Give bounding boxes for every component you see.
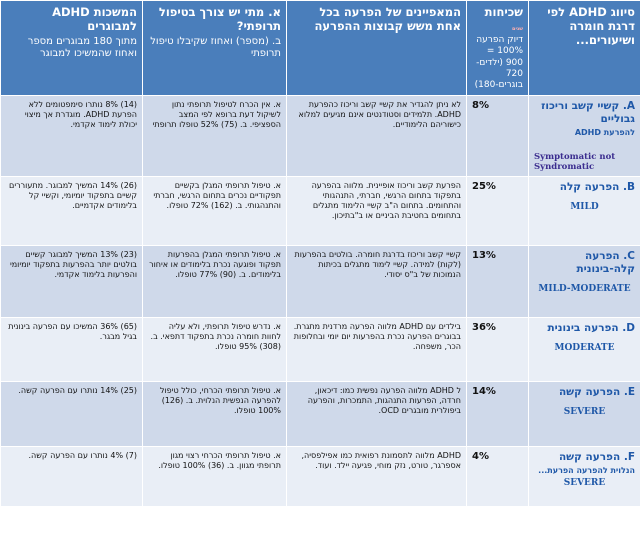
category-cell <box>529 177 640 246</box>
header-characteristics <box>287 1 467 96</box>
category-hebrew: B. הפרעה קלה <box>559 181 635 194</box>
prevalence-cell: 8% <box>467 96 529 177</box>
treatment-cell: א. טיפול תרופתי הכרחי, כולל טיפול להפרעה הנפשית הנלוית. ב. (126) 100% טופלו. <box>143 382 287 447</box>
prevalence-cell: 25% <box>467 177 529 246</box>
adult-cell: (14) 8% נותרו סימפטומים ללא הפרעת ADHD. מוגדרת אך מיצוי יכולת לימוד אקדמי. <box>1 96 143 177</box>
category-hebrew: D. הפרעה בינונית <box>547 322 635 335</box>
header-prevalence-sup: שנים <box>511 26 523 33</box>
category-english: MILD <box>570 202 599 213</box>
category-cell <box>529 447 640 507</box>
treatment-cell: א. טיפול תרופתי המגלן בקשיים תפקודיים נכרים בתחום הרגשי, חברתי והתנהגותי. ב. (162) 72% טופלו. <box>143 177 287 246</box>
category-english: SEVERE <box>563 477 606 488</box>
prevalence-cell: 13% <box>467 246 529 318</box>
category-hebrew-2: להפרעת ADHD <box>574 127 635 137</box>
characteristics-cell: לא ניתן להגדיר את קשיי קשב וריכוז כהפרעת ADHD. תלמידים וסטודנטים אינם מגיעים למלוא כישוריהם הלימודיים. <box>287 96 467 177</box>
adult-cell: (7) 4% נותרו עם הפרעה קשה. <box>1 447 143 507</box>
table-row <box>1 318 640 382</box>
header-adult-sub: מתוך 180 מבוגרים מספר ואחוז שהמשיכו למבוגר <box>27 36 137 60</box>
prevalence-cell: 14% <box>467 382 529 447</box>
adult-cell: (65) 36% המשיכו עם הפרעה בינונית בגיל מבגר. <box>1 318 143 382</box>
treatment-cell: א. אין הכרח לטיפול תרופתי נתון לשיקול דעת ברופא לפי המצב הספציפי. ב. (75) 52% טופלו תרופתי <box>143 96 287 177</box>
prevalence-cell: 4% <box>467 447 529 507</box>
category-english: SEVERE <box>563 407 606 418</box>
prevalence-cell: 36% <box>467 318 529 382</box>
category-hebrew: F. הפרעה קשה <box>558 451 635 464</box>
characteristics-cell: קשיי קשב וריכוז בדרגת חומרה. בולטים בהפרעות (לקות) למידה. קשיי לימוד מתגלים בכיתות הנמוכות של ב"ס יסודי. <box>287 246 467 318</box>
category-cell <box>529 382 640 447</box>
treatment-cell: א. נדרש טיפול תרופתי, ולא עליה לחוות חומרה נכרת בתפקוד דתפאי. ב. (308) 95% טופלו. <box>143 318 287 382</box>
treatment-cell: א. טיפול תרופתי הכרחי רצוי מגון תרופתי מגוון. ב. (36) 100% טופלו. <box>143 447 287 507</box>
adult-cell: (23) 13% המשיך למבוגר קשיים בולטים יותר בהפרעות בתפקוד יומיומי והפרעות בלימוד אקדמי. <box>1 246 143 318</box>
category-hebrew: C. הפרעה קלה-בינונית <box>576 250 635 276</box>
category-english: MODERATE <box>554 343 615 354</box>
table-row <box>1 447 640 507</box>
category-hebrew-2: הנלוית להפרעה הפרעת... <box>538 466 635 476</box>
header-classification-text: סיווג ADHD לפי דרגת חומרה ושיעורים... <box>547 5 635 48</box>
category-hebrew: A. קשיי קשב וריכוז גבוליים <box>541 100 635 126</box>
header-classification <box>529 1 640 96</box>
category-english: Symptomatic not Syndromatic <box>534 151 616 172</box>
characteristics-cell: ADHD מלווה לתסמונת רפואית כמו אפילפסיה, אספרגר, טורט, נזק מוחי, פגיעה יילד. ועוד. <box>287 447 467 507</box>
header-adult <box>1 1 143 96</box>
header-characteristics-text: המאפיינים של הפרעה בכל אחת משש קבוצות ההפרעה <box>314 5 461 34</box>
category-cell <box>529 96 640 177</box>
characteristics-cell: ל ADHD מלווה הפרעה נפשית כמו: דיכאון, חרדה, הפרעות התנהגות, התמכרות, והפרעה ביפולרית מובגרים OCD. <box>287 382 467 447</box>
category-hebrew: E. הפרעה קשה <box>558 386 635 399</box>
category-cell <box>529 246 640 318</box>
table-row <box>1 96 640 177</box>
category-english: MILD-MODERATE <box>538 283 631 294</box>
header-adult-title: המשכות ADHD למבוגרים <box>52 5 137 34</box>
header-treatment-title: א. מתי יש צורך בטיפול תרופתי? <box>158 5 281 34</box>
characteristics-cell: בילדים עם ADHD מלווה הפרעה מרדנית מתגרת. בבוגרים הפרעה נכרת בהפרעות יום יומי ובחלופות הכר, משפחה. <box>287 318 467 382</box>
header-row <box>1 1 640 96</box>
adult-cell: (26) 14% המשיך למבוגר. מתעוררים קשיים בתפקוד יומיומי, וקשיי קל בלימודים אקדמיים. <box>1 177 143 246</box>
table-row <box>1 382 640 447</box>
table-row <box>1 177 640 246</box>
header-prevalence-title: שכיחות <box>484 5 523 19</box>
header-prevalence-sub: דיוק הפרעה 100% = 900 (ילדים- 720 בוגרים-180) <box>474 35 523 91</box>
header-treatment-sub: ב. (מספר) ואחוז שקיבלו טיפול תרופתי <box>150 36 281 60</box>
table-row <box>1 246 640 318</box>
adult-cell: (25) 14% נותרו עם הפרעה קשה. <box>1 382 143 447</box>
category-cell <box>529 318 640 382</box>
characteristics-cell: הפרעת קשב וריכוז אופיינית. מלווה בהפרעה בתפקוד בתחום הרגשי, חברתי, התנהגותי והתחומים. בתחום ה"ב קשיי הלימוד מתגלים בתחומים בחטיבת הביניים או ב"בתיכון. <box>287 177 467 246</box>
header-treatment <box>143 1 287 96</box>
treatment-cell: א. טיפול תרופתי המגלן בהפרעות תפקוד ופוגעה נכרת בלימודים או איחור בלימודים. ב. (90) 77% טופלו. <box>143 246 287 318</box>
header-prevalence <box>467 1 529 96</box>
